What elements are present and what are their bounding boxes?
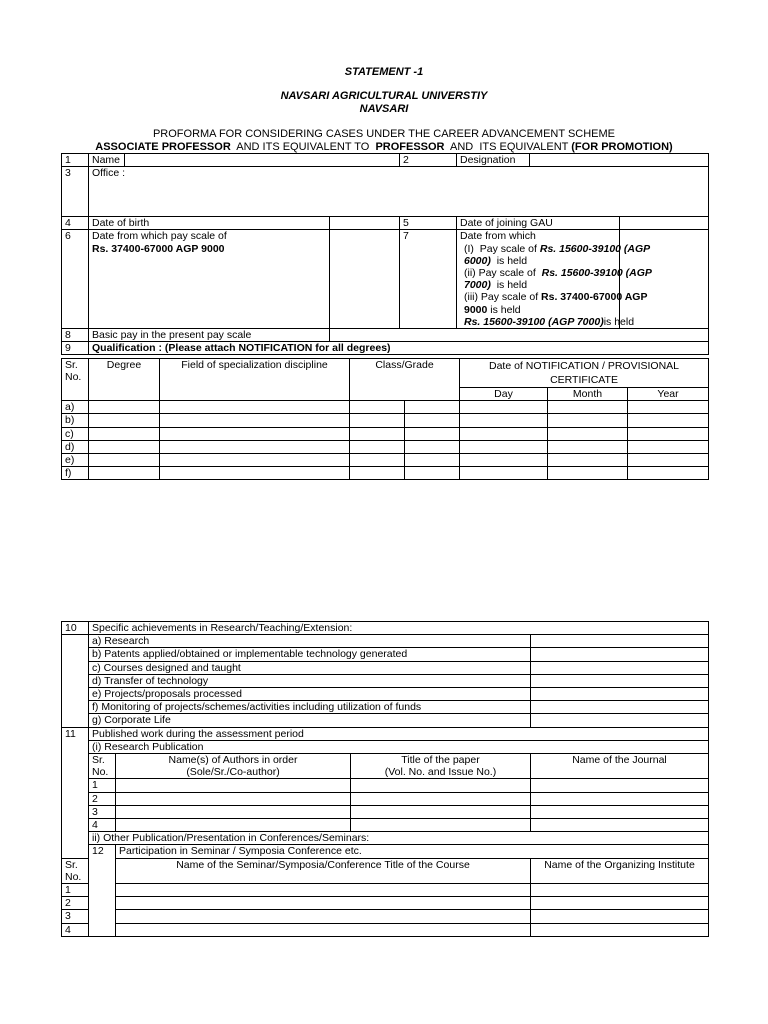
sem-sr-text: Sr. — [65, 858, 78, 871]
personal-details-table — [61, 153, 709, 355]
qual-cell[interactable] — [350, 401, 405, 414]
qual-cell[interactable] — [350, 414, 405, 427]
pub-title-text-2: (Vol. No. and Issue No.) — [384, 766, 497, 779]
qual-cell[interactable] — [548, 401, 628, 414]
row-7-no: 7 — [400, 230, 457, 329]
scale-ii-suffix: is held — [490, 279, 528, 292]
qual-cell[interactable] — [628, 454, 709, 467]
achievement-item: e) Projects/proposals processed — [89, 688, 531, 701]
pub-authors-text-1: Name(s) of Authors in order — [168, 754, 298, 767]
row-8-no: 8 — [62, 329, 89, 342]
qual-cell[interactable] — [460, 454, 548, 467]
scale-iii-suffix: is held — [487, 303, 521, 316]
row-12-no: 12 — [89, 845, 116, 936]
statement-title: STATEMENT -1 — [344, 66, 424, 78]
sem-sr-header — [62, 858, 89, 883]
qual-cell[interactable] — [89, 427, 160, 440]
qual-cell[interactable] — [628, 401, 709, 414]
payscale-6-label: Date from which pay scale of — [92, 230, 227, 243]
pub-cell[interactable] — [531, 779, 709, 792]
row-6-no: 6 — [62, 230, 89, 329]
pub-cell[interactable] — [116, 805, 351, 818]
qual-cell[interactable] — [160, 414, 350, 427]
office-field[interactable] — [89, 167, 709, 217]
scale-i-agp: 6000) — [464, 254, 491, 267]
pub-row-no: 4 — [89, 819, 116, 832]
sem-row-no: 1 — [62, 884, 89, 897]
payscale-6-field[interactable] — [330, 230, 400, 329]
qual-field-header: Field of specialization discipline — [160, 359, 350, 401]
qual-cell[interactable] — [405, 401, 460, 414]
name-label: Name — [89, 154, 125, 167]
pub-cell[interactable] — [351, 779, 531, 792]
basic-pay-label: Basic pay in the present pay scale — [89, 329, 330, 342]
basic-pay-field[interactable] — [330, 329, 709, 342]
sem-no-text: No. — [65, 870, 82, 883]
row-3-no: 3 — [62, 167, 89, 217]
other-publication-label: ii) Other Publication/Presentation in Conferences/Seminars: — [89, 832, 709, 845]
achievement-item: f) Monitoring of projects/schemes/activities including utilization of funds — [89, 701, 531, 714]
qual-cell[interactable] — [350, 467, 405, 480]
sem-row-no: 2 — [62, 897, 89, 910]
scale-iv-suffix: is held — [603, 315, 635, 328]
scale-iii-value: Rs. 37400-67000 AGP — [541, 291, 648, 304]
pub-cell[interactable] — [116, 779, 351, 792]
university-name: NAVSARI AGRICULTURAL UNIVERSTIY — [280, 90, 488, 102]
qual-date-text-2: CERTIFICATE — [550, 374, 618, 386]
qual-cell[interactable] — [548, 427, 628, 440]
university-city: NAVSARI — [359, 103, 409, 115]
pub-cell[interactable] — [531, 792, 709, 805]
joining-label: Date of joining GAU — [457, 217, 620, 230]
sem-row-no: 3 — [62, 910, 89, 923]
qual-class-header: Class/Grade — [350, 359, 460, 401]
qual-cell[interactable] — [548, 414, 628, 427]
row-1-no: 1 — [62, 154, 89, 167]
qual-cell[interactable] — [405, 414, 460, 427]
qual-date-header — [460, 359, 709, 388]
payscale-7-label: Date from which — [460, 230, 536, 243]
pub-authors-header — [116, 754, 351, 779]
qual-row-label: a) — [62, 401, 89, 414]
pub-cell[interactable] — [351, 792, 531, 805]
payscale-7-cell — [457, 230, 652, 329]
payscale-6-value: Rs. 37400-67000 AGP 9000 — [92, 242, 225, 255]
qual-cell[interactable] — [89, 401, 160, 414]
qual-cell[interactable] — [160, 454, 350, 467]
qual-cell[interactable] — [160, 427, 350, 440]
subtitle-part-5: (FOR PROMOTION) — [571, 141, 673, 153]
qual-cell[interactable] — [628, 440, 709, 453]
pub-no-text: No. — [92, 766, 109, 779]
row-4-no: 4 — [62, 217, 89, 230]
qual-row-label: e) — [62, 454, 89, 467]
pub-authors-text-2: (Sole/Sr./Co-author) — [186, 766, 280, 779]
pub-cell[interactable] — [531, 805, 709, 818]
subtitle-part-3: PROFESSOR — [375, 141, 445, 153]
qual-cell[interactable] — [89, 414, 160, 427]
qual-year-header: Year — [628, 388, 709, 401]
qual-cell[interactable] — [460, 401, 548, 414]
dob-field[interactable] — [330, 217, 400, 230]
qual-cell[interactable] — [460, 440, 548, 453]
achievement-field[interactable] — [531, 635, 709, 648]
qualification-label: Qualification : (Please attach NOTIFICATION for all degrees) — [89, 342, 709, 355]
qual-cell[interactable] — [628, 427, 709, 440]
pub-cell[interactable] — [351, 805, 531, 818]
achievement-item: c) Courses designed and taught — [89, 661, 531, 674]
proforma-subtitle — [0, 141, 768, 153]
achievement-field[interactable] — [531, 674, 709, 687]
qual-row-label: d) — [62, 440, 89, 453]
scale-iv-value: Rs. 15600-39100 (AGP 7000) — [464, 315, 604, 328]
pub-title-text-1: Title of the paper — [401, 754, 480, 767]
qual-cell[interactable] — [628, 467, 709, 480]
qual-degree-header: Degree — [89, 359, 160, 401]
qual-day-header: Day — [460, 388, 548, 401]
achievement-item: g) Corporate Life — [89, 714, 531, 727]
proforma-title: PROFORMA FOR CONSIDERING CASES UNDER THE CAREER ADVANCEMENT SCHEME — [152, 128, 616, 140]
row-2-no: 2 — [400, 154, 457, 167]
row-5-no: 5 — [400, 217, 457, 230]
pub-cell[interactable] — [116, 819, 351, 832]
designation-label: Designation — [457, 154, 530, 167]
pub-cell[interactable] — [531, 819, 709, 832]
qual-cell[interactable] — [350, 427, 405, 440]
pub-sr-header — [89, 754, 116, 779]
published-work-label: Published work during the assessment period — [89, 727, 709, 740]
qual-cell[interactable] — [160, 401, 350, 414]
qual-date-text-1: Date of NOTIFICATION / PROVISIONAL — [489, 360, 680, 372]
qual-cell[interactable] — [548, 454, 628, 467]
achievement-field[interactable] — [531, 648, 709, 661]
qual-cell[interactable] — [350, 454, 405, 467]
sem-cell[interactable] — [116, 910, 531, 923]
subtitle-part-1: ASSOCIATE PROFESSOR — [95, 141, 231, 153]
qualification-table — [61, 358, 709, 480]
pub-cell[interactable] — [351, 819, 531, 832]
scale-ii-value: Rs. 15600-39100 (AGP — [541, 267, 652, 280]
row-11-no: 11 — [62, 727, 89, 858]
achievement-field[interactable] — [531, 701, 709, 714]
qual-cell[interactable] — [160, 467, 350, 480]
subtitle-part-2: AND ITS EQUIVALENT TO — [230, 141, 376, 153]
scale-i-prefix: (I) Pay scale of — [464, 242, 540, 255]
row-10-no: 10 — [62, 622, 89, 635]
achievements-label: Specific achievements in Research/Teaching/Extension: — [89, 622, 709, 635]
pub-sr-text: Sr. — [92, 754, 105, 767]
pub-cell[interactable] — [116, 792, 351, 805]
designation-field[interactable] — [530, 154, 709, 167]
qual-cell[interactable] — [350, 440, 405, 453]
payscale-6-cell — [89, 230, 330, 329]
qual-row-label: b) — [62, 414, 89, 427]
participation-label: Participation in Seminar / Symposia Conference etc. — [116, 845, 709, 858]
qual-no-text: No. — [65, 371, 82, 384]
sem-cell[interactable] — [116, 923, 531, 936]
pub-row-no: 3 — [89, 805, 116, 818]
sem-cell[interactable] — [531, 923, 709, 936]
qual-cell[interactable] — [460, 414, 548, 427]
scale-ii-prefix: (ii) Pay scale of — [464, 267, 542, 280]
qual-cell[interactable] — [405, 454, 460, 467]
sem-cell[interactable] — [531, 910, 709, 923]
achievement-field[interactable] — [531, 714, 709, 727]
achievement-item: a) Research — [89, 635, 531, 648]
qual-cell[interactable] — [89, 467, 160, 480]
qual-row-label: c) — [62, 427, 89, 440]
qual-cell[interactable] — [548, 440, 628, 453]
scale-i-suffix: is held — [490, 254, 528, 267]
sem-cell[interactable] — [116, 897, 531, 910]
qual-cell[interactable] — [89, 440, 160, 453]
qual-cell[interactable] — [89, 454, 160, 467]
joining-field[interactable] — [620, 217, 709, 230]
sem-cell[interactable] — [531, 897, 709, 910]
subtitle-part-4: AND ITS EQUIVALENT — [444, 141, 572, 153]
sem-name-header: Name of the Seminar/Symposia/Conference Title of the Course — [116, 858, 531, 883]
scale-ii-agp: 7000) — [464, 279, 491, 292]
row-9-no: 9 — [62, 342, 89, 355]
qual-cell[interactable] — [405, 467, 460, 480]
pub-row-no: 1 — [89, 779, 116, 792]
achievements-table — [61, 621, 709, 937]
qual-cell[interactable] — [405, 427, 460, 440]
qual-cell[interactable] — [405, 440, 460, 453]
qual-cell[interactable] — [628, 414, 709, 427]
achievement-field[interactable] — [531, 688, 709, 701]
dob-label: Date of birth — [89, 217, 330, 230]
achievement-field[interactable] — [531, 661, 709, 674]
row-10-blank — [62, 635, 89, 727]
name-field[interactable] — [125, 154, 400, 167]
qual-cell[interactable] — [460, 427, 548, 440]
qual-sr-text: Sr. — [65, 359, 78, 371]
scale-i-value: Rs. 15600-39100 (AGP — [539, 242, 651, 255]
qual-row-label: f) — [62, 467, 89, 480]
research-publication-label: (i) Research Publication — [89, 740, 709, 753]
pub-journal-header: Name of the Journal — [531, 754, 709, 779]
sem-row-no: 4 — [62, 923, 89, 936]
qual-cell[interactable] — [548, 467, 628, 480]
qual-cell[interactable] — [160, 440, 350, 453]
qual-cell[interactable] — [460, 467, 548, 480]
achievement-item: d) Transfer of technology — [89, 674, 531, 687]
sem-inst-header: Name of the Organizing Institute — [531, 858, 709, 883]
office-label: Office : — [92, 167, 126, 180]
qual-month-header: Month — [548, 388, 628, 401]
qual-sr-header — [62, 359, 89, 401]
scale-iii-prefix: (iii) Pay scale of — [464, 291, 542, 304]
achievement-item: b) Patents applied/obtained or implementable technology generated — [89, 648, 531, 661]
sem-cell[interactable] — [116, 884, 531, 897]
pub-row-no: 2 — [89, 792, 116, 805]
sem-cell[interactable] — [531, 884, 709, 897]
pub-title-header — [351, 754, 531, 779]
scale-iii-agp: 9000 — [464, 303, 488, 316]
